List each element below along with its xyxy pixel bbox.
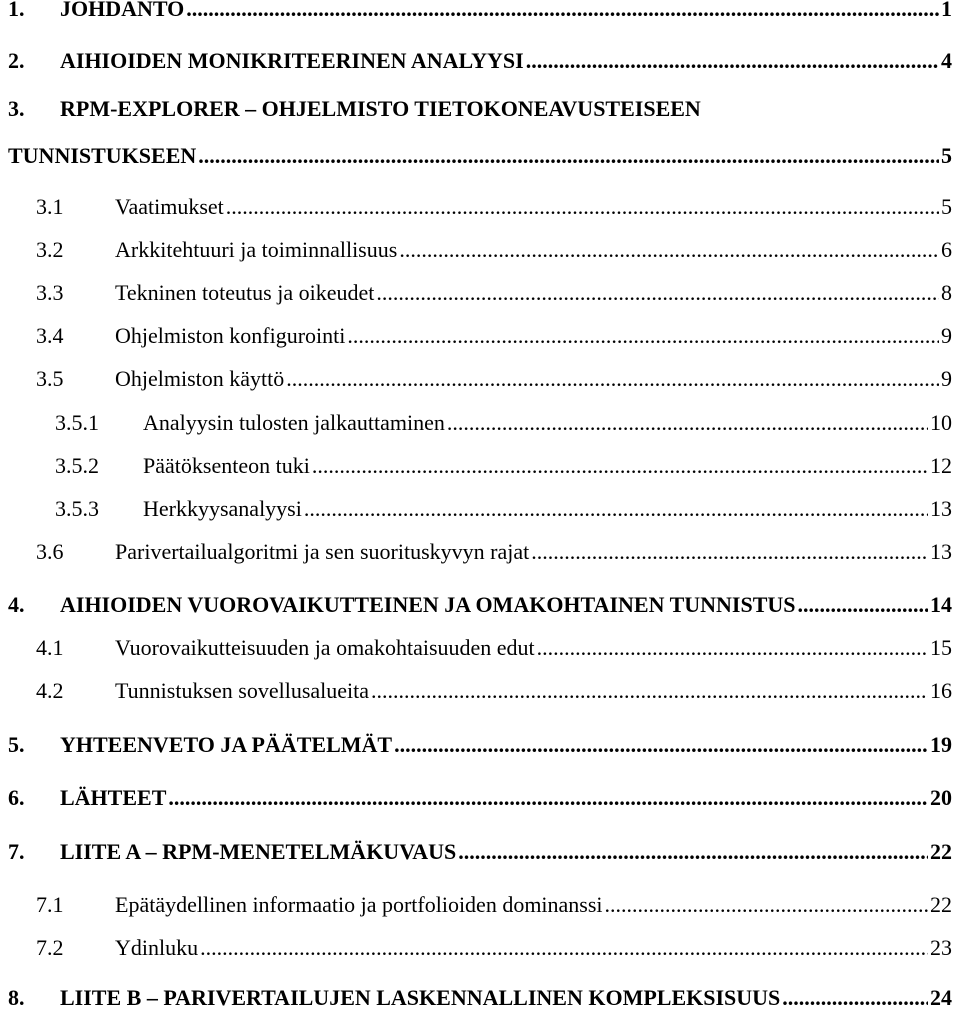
toc-leader-dots <box>200 931 928 965</box>
toc-entry-title: Vaatimukset <box>115 190 226 224</box>
toc-entry-title: Päätöksenteon tuki <box>143 449 312 483</box>
toc-entry-4-2[interactable] <box>0 674 960 708</box>
toc-entry-number: 3. <box>8 96 25 121</box>
toc-entry-number: 4. <box>8 592 25 617</box>
toc-entry-title: Tekninen toteutus ja oikeudet <box>115 276 376 310</box>
toc-entry-1[interactable] <box>0 0 960 26</box>
toc-entry-page: 19 <box>928 728 952 762</box>
toc-entry-title: LIITE A – RPM-MENETELMÄKUVAUS <box>60 835 458 869</box>
toc-entry-page: 15 <box>928 631 952 665</box>
toc-leader-dots <box>376 276 939 310</box>
toc-entry-number: 3.1 <box>36 194 64 219</box>
toc-entry-title: LÄHTEET <box>60 781 168 815</box>
toc-entry-page: 5 <box>939 139 952 173</box>
toc-entry-title: AIHIOIDEN VUOROVAIKUTTEINEN JA OMAKOHTAINEN TUNNISTUS <box>60 588 798 622</box>
toc-entry-page: 9 <box>939 319 952 353</box>
toc-entry-3-2[interactable] <box>0 233 960 267</box>
toc-entry-number: 7. <box>8 839 25 864</box>
toc-entry-page: 22 <box>928 888 952 922</box>
toc-entry-title: Epätäydellinen informaatio ja portfolioiden dominanssi <box>115 888 605 922</box>
toc-entry-number: 8. <box>8 985 25 1010</box>
toc-entry-title: Herkkyysanalyysi <box>143 492 304 526</box>
toc-entry-title: RPM-EXPLORER – OHJELMISTO TIETOKONEAVUSTEISEEN <box>60 96 701 121</box>
toc-entry-title: Ohjelmiston käyttö <box>115 362 286 396</box>
toc-entry-number: 3.5.2 <box>55 453 99 478</box>
toc-leader-dots <box>531 535 928 569</box>
toc-leader-dots <box>798 588 928 622</box>
toc-entry-number: 3.4 <box>36 323 64 348</box>
toc-entry-number: 3.5.1 <box>55 410 99 435</box>
toc-entry-3-1[interactable] <box>0 190 960 224</box>
toc-entry-7[interactable] <box>0 835 960 869</box>
toc-entry-number: 2. <box>8 48 25 73</box>
toc-entry-page: 13 <box>928 535 952 569</box>
toc-entry-number: 3.3 <box>36 280 64 305</box>
toc-entry-title: LIITE B – PARIVERTAILUJEN LASKENNALLINEN KOMPLEKSISUUS <box>60 981 782 1015</box>
toc-entry-number: 4.2 <box>36 678 64 703</box>
toc-entry-title: Tunnistuksen sovellusalueita <box>115 674 371 708</box>
toc-leader-dots <box>198 139 939 173</box>
toc-entry-3-3[interactable] <box>0 276 960 310</box>
toc-entry-title: YHTEENVETO JA PÄÄTELMÄT <box>60 728 394 762</box>
toc-entry-title: Arkkitehtuuri ja toiminnallisuus <box>115 233 399 267</box>
toc-entry-page: 22 <box>928 835 952 869</box>
toc-entry-title: TUNNISTUKSEEN <box>8 139 198 173</box>
toc-leader-dots <box>458 835 928 869</box>
toc-entry-number: 7.1 <box>36 892 64 917</box>
toc-entry-number: 1. <box>8 0 25 21</box>
toc-leader-dots <box>312 449 928 483</box>
toc-leader-dots <box>782 981 928 1015</box>
toc-leader-dots <box>394 728 928 762</box>
toc-entry-title: Parivertailualgoritmi ja sen suorituskyvyn rajat <box>115 535 531 569</box>
toc-entry-number: 3.5 <box>36 366 64 391</box>
toc-entry-number: 7.2 <box>36 935 64 960</box>
toc-leader-dots <box>226 190 939 224</box>
toc-entry-3-continued[interactable] <box>0 139 960 173</box>
toc-entry-7-2[interactable] <box>0 931 960 965</box>
toc-leader-dots <box>537 631 928 665</box>
toc-entry-page: 8 <box>939 276 952 310</box>
toc-entry-page: 1 <box>939 0 952 26</box>
toc-leader-dots <box>605 888 928 922</box>
toc-entry-number: 4.1 <box>36 635 64 660</box>
toc-leader-dots <box>526 44 939 78</box>
toc-entry-page: 14 <box>928 588 952 622</box>
toc-leader-dots <box>371 674 928 708</box>
toc-entry-page: 24 <box>928 981 952 1015</box>
toc-entry-page: 4 <box>939 44 952 78</box>
toc-entry-3-5[interactable] <box>0 362 960 396</box>
toc-entry-number: 3.6 <box>36 539 64 564</box>
toc-entry-page: 12 <box>928 449 952 483</box>
toc-entry-3-5-3[interactable] <box>0 492 960 526</box>
toc-entry-page: 6 <box>939 233 952 267</box>
toc-entry-page: 10 <box>928 406 952 440</box>
toc-entry-title: Analyysin tulosten jalkauttaminen <box>143 406 447 440</box>
toc-leader-dots <box>399 233 939 267</box>
toc-entry-page: 9 <box>939 362 952 396</box>
toc-entry-number: 3.5.3 <box>55 496 99 521</box>
toc-leader-dots <box>168 781 928 815</box>
toc-entry-3-4[interactable] <box>0 319 960 353</box>
toc-entry-page: 5 <box>939 190 952 224</box>
toc-entry-7-1[interactable] <box>0 888 960 922</box>
toc-leader-dots <box>186 0 939 26</box>
toc-entry-3[interactable] <box>0 92 960 126</box>
toc-entry-page: 23 <box>928 931 952 965</box>
toc-entry-5[interactable] <box>0 728 960 762</box>
toc-entry-8[interactable] <box>0 981 960 1015</box>
toc-leader-dots <box>447 406 928 440</box>
toc-entry-3-5-1[interactable] <box>0 406 960 440</box>
toc-entry-title: Ydinluku <box>115 931 200 965</box>
toc-entry-title: Ohjelmiston konfigurointi <box>115 319 347 353</box>
toc-entry-4[interactable] <box>0 588 960 622</box>
toc-entry-title: Vuorovaikutteisuuden ja omakohtaisuuden edut <box>115 631 537 665</box>
toc-entry-page: 13 <box>928 492 952 526</box>
toc-entry-2[interactable] <box>0 44 960 78</box>
toc-entry-title: AIHIOIDEN MONIKRITEERINEN ANALYYSI <box>60 44 526 78</box>
toc-entry-4-1[interactable] <box>0 631 960 665</box>
toc-entry-page: 20 <box>928 781 952 815</box>
toc-leader-dots <box>286 362 939 396</box>
toc-entry-number: 5. <box>8 732 25 757</box>
toc-entry-page: 16 <box>928 674 952 708</box>
toc-leader-dots <box>304 492 928 526</box>
toc-entry-title: JOHDANTO <box>60 0 186 26</box>
toc-entry-3-6[interactable] <box>0 535 960 569</box>
toc-entry-3-5-2[interactable] <box>0 449 960 483</box>
toc-entry-number: 3.2 <box>36 237 64 262</box>
toc-entry-6[interactable] <box>0 781 960 815</box>
toc-leader-dots <box>347 319 939 353</box>
toc-entry-number: 6. <box>8 785 25 810</box>
